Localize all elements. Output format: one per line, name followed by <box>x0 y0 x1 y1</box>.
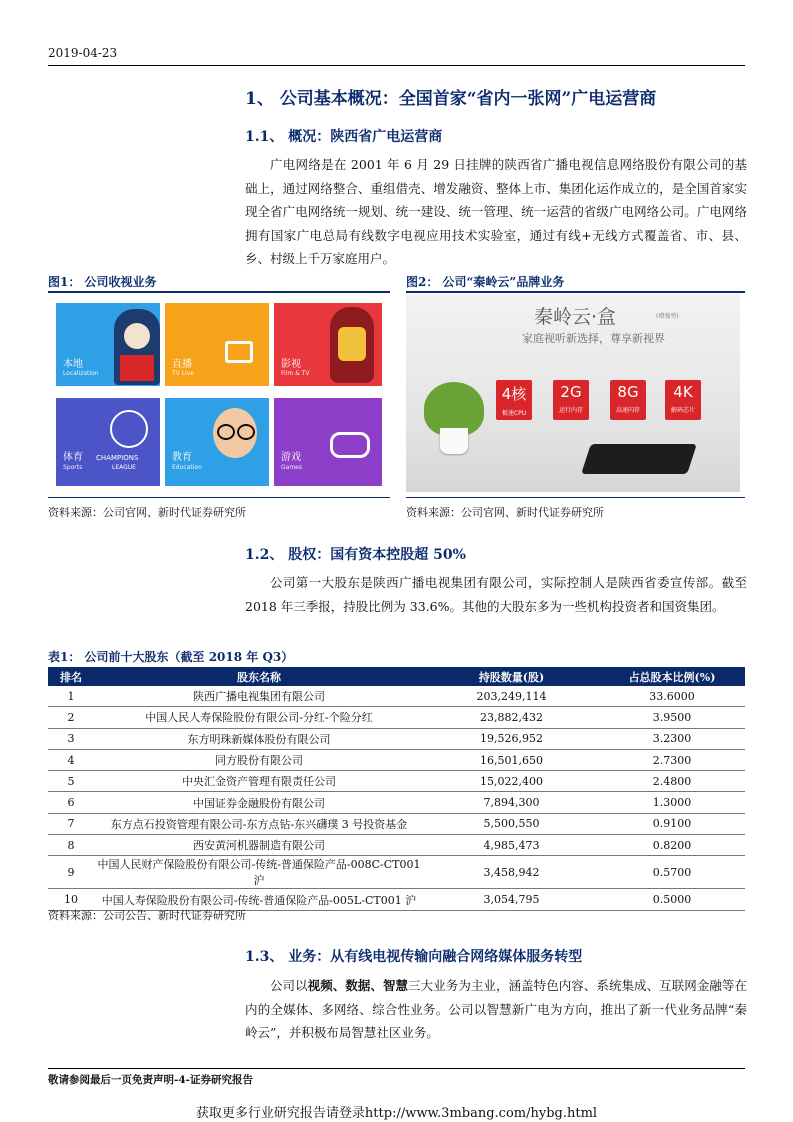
cell-shares: 7,894,300 <box>424 792 599 813</box>
cell-holder: 陕西广播电视集团有限公司 <box>94 686 424 707</box>
section-1-title: 1、 公司基本概况：全国首家“省内一张网”广电运营商 <box>245 89 657 109</box>
section-1-2-title: 1.2、 股权：国有资本控股超 50% <box>245 547 466 563</box>
cell-ratio: 3.2300 <box>599 728 745 749</box>
fig1-caption-rule <box>48 291 390 293</box>
fig2-caption-rule <box>406 291 745 293</box>
cell-shares: 5,500,550 <box>424 813 599 834</box>
section-1-3-body: 公司以视频、数据、智慧三大业务为主业，涵盖特色内容、系统集成、互联网金融等在内的全媒体、多网络、综合性业务。公司以智慧新广电为方向，推出了新一代业务品牌“秦岭云”，并积极布局智慧社区业务。 <box>245 978 747 1040</box>
cell-ratio: 0.9100 <box>599 813 745 834</box>
cell-shares: 19,526,952 <box>424 728 599 749</box>
tv-box-device-icon <box>581 444 697 474</box>
fig1-bottom-rule <box>48 497 390 498</box>
cell-shares: 15,022,400 <box>424 771 599 792</box>
cell-shares: 3,054,795 <box>424 889 599 910</box>
spec-chip-flash: 8G 高速闪存 <box>610 380 646 420</box>
brand-slogan: 家庭视听新选择，尊享新视界 <box>522 332 665 345</box>
footer-disclaimer: 敬请参阅最后一页免责声明-4-证券研究报告 <box>48 1074 254 1086</box>
table-row <box>48 813 745 834</box>
tile-education: 教育 Education <box>165 398 269 486</box>
table-row <box>48 686 745 707</box>
fig1-image <box>48 294 390 496</box>
table-row <box>48 728 745 749</box>
tile-local: 本地 Localization <box>56 303 160 386</box>
fig2-bottom-rule <box>406 497 745 498</box>
tv-icon <box>225 341 253 363</box>
table1-caption: 表1： 公司前十大股东（截至 2018 年 Q3） <box>48 650 294 664</box>
robot-mask-icon <box>330 307 374 383</box>
table-header-row <box>48 667 745 686</box>
fig2-source: 资料来源：公司官网、新时代证券研究所 <box>406 506 604 519</box>
report-date: 2019-04-23 <box>48 46 118 60</box>
cell-rank: 7 <box>48 813 94 834</box>
cell-holder: 东方明珠新媒体股份有限公司 <box>94 728 424 749</box>
opera-figure-icon <box>114 309 160 385</box>
tile-live: 直播 TV Live <box>165 303 269 386</box>
cell-shares: 16,501,650 <box>424 749 599 770</box>
league-logo-text: LEAGUE <box>112 464 136 471</box>
spec-chip-cpu: 4核 极速CPU <box>496 380 532 420</box>
tile-film: 影视 Film & TV <box>274 303 382 386</box>
fig2-caption: 图2： 公司“秦岭云”品牌业务 <box>406 275 565 289</box>
star-ball-icon <box>110 410 148 448</box>
cell-shares: 3,458,942 <box>424 856 599 889</box>
cell-ratio: 1.3000 <box>599 792 745 813</box>
section-1-3-title: 1.3、 业务：从有线电视传输向融合网络媒体服务转型 <box>245 949 583 965</box>
highlight-businesses: 视频、数据、智慧 <box>307 978 409 993</box>
cell-rank: 2 <box>48 707 94 728</box>
fig1-caption: 图1： 公司收视业务 <box>48 275 157 289</box>
cell-holder: 中国人民财产保险股份有限公司-传统-普通保险产品-008C-CT001 沪 <box>94 856 424 889</box>
brand-title: 秦岭云·盒 <box>534 306 617 328</box>
table-row <box>48 707 745 728</box>
fig1-source: 资料来源：公司官网、新时代证券研究所 <box>48 506 246 519</box>
cell-ratio: 0.5700 <box>599 856 745 889</box>
cell-ratio: 3.9500 <box>599 707 745 728</box>
spec-chip-ram: 2G 运行内存 <box>553 380 589 420</box>
spec-chip-decoder: 4K 解码芯片 <box>665 380 701 420</box>
plant-icon <box>424 382 484 454</box>
child-face-icon <box>213 408 257 458</box>
table-row <box>48 792 745 813</box>
cell-holder: 中国人寿保险股份有限公司-传统-普通保险产品-005L-CT001 沪 <box>94 889 424 910</box>
cell-rank: 5 <box>48 771 94 792</box>
section-1-1-body: 广电网络是在 2001 年 6 月 29 日挂牌的陕西省广播电视信息网络股份有限公司的基础上，通过网络整合、重组借壳、增发融资、整体上市、集团化运作成立的，是全国首家实现全省广电网络统一规划、统一建设、统一管理、统一运营的省级广电网络公司。广电网络拥有国家广电总局有线数字电视应用技术实验室，通过有线+无线方式覆盖省、市、县、乡、村级上千万家庭用户。 <box>245 157 747 266</box>
tile-sports: CHAMPIONS LEAGUE 体育 Sports <box>56 398 160 486</box>
cell-holder: 东方点石投资管理有限公司-东方点钻-东兴礴璞 3 号投资基金 <box>94 813 424 834</box>
champions-logo-text: CHAMPIONS <box>96 454 139 462</box>
top-shareholders-table <box>48 667 745 911</box>
header-rule <box>48 65 745 66</box>
tile-games: 游戏 Games <box>274 398 382 486</box>
cell-holder: 中国人民人寿保险股份有限公司-分红-个险分红 <box>94 707 424 728</box>
gamepad-icon <box>330 432 370 458</box>
header-holder: 股东名称 <box>94 667 424 686</box>
cell-shares: 203,249,114 <box>424 686 599 707</box>
cell-rank: 8 <box>48 835 94 856</box>
cell-holder: 西安黄河机器制造有限公司 <box>94 835 424 856</box>
table-row <box>48 835 745 856</box>
footer-rule <box>48 1068 745 1069</box>
cell-rank: 6 <box>48 792 94 813</box>
cell-shares: 4,985,473 <box>424 835 599 856</box>
cell-rank: 1 <box>48 686 94 707</box>
table-row <box>48 749 745 770</box>
header-ratio: 占总股本比例(%) <box>599 667 745 686</box>
header-rank: 排名 <box>48 667 94 686</box>
table-row <box>48 771 745 792</box>
cell-rank: 3 <box>48 728 94 749</box>
section-1-2-body: 公司第一大股东是陕西广播电视集团有限公司，实际控制人是陕西省委宣传部。截至 2018 年三季报，持股比例为 33.6%。其他的大股东多为一些机构投资者和国资集团。 <box>245 575 747 614</box>
cell-holder: 中央汇金资产管理有限责任公司 <box>94 771 424 792</box>
section-1-1-title: 1.1、 概况：陕西省广电运营商 <box>245 129 443 145</box>
cell-ratio: 2.7300 <box>599 749 745 770</box>
cell-holder: 同方股份有限公司 <box>94 749 424 770</box>
table-row <box>48 856 745 889</box>
cell-ratio: 33.6000 <box>599 686 745 707</box>
cell-rank: 10 <box>48 889 94 910</box>
cell-ratio: 0.5000 <box>599 889 745 910</box>
header-shares: 持股数量(股) <box>424 667 599 686</box>
cell-holder: 中国证券金融股份有限公司 <box>94 792 424 813</box>
cell-ratio: 0.8200 <box>599 835 745 856</box>
table1-source: 资料来源：公司公告、新时代证券研究所 <box>48 909 246 922</box>
cell-shares: 23,882,432 <box>424 707 599 728</box>
cell-ratio: 2.4800 <box>599 771 745 792</box>
cell-rank: 4 <box>48 749 94 770</box>
brand-edition: (增强型) <box>656 313 679 320</box>
cell-rank: 9 <box>48 856 94 889</box>
download-link-text[interactable]: 获取更多行业研究报告请登录http://www.3mbang.com/hybg.html <box>195 1106 598 1121</box>
